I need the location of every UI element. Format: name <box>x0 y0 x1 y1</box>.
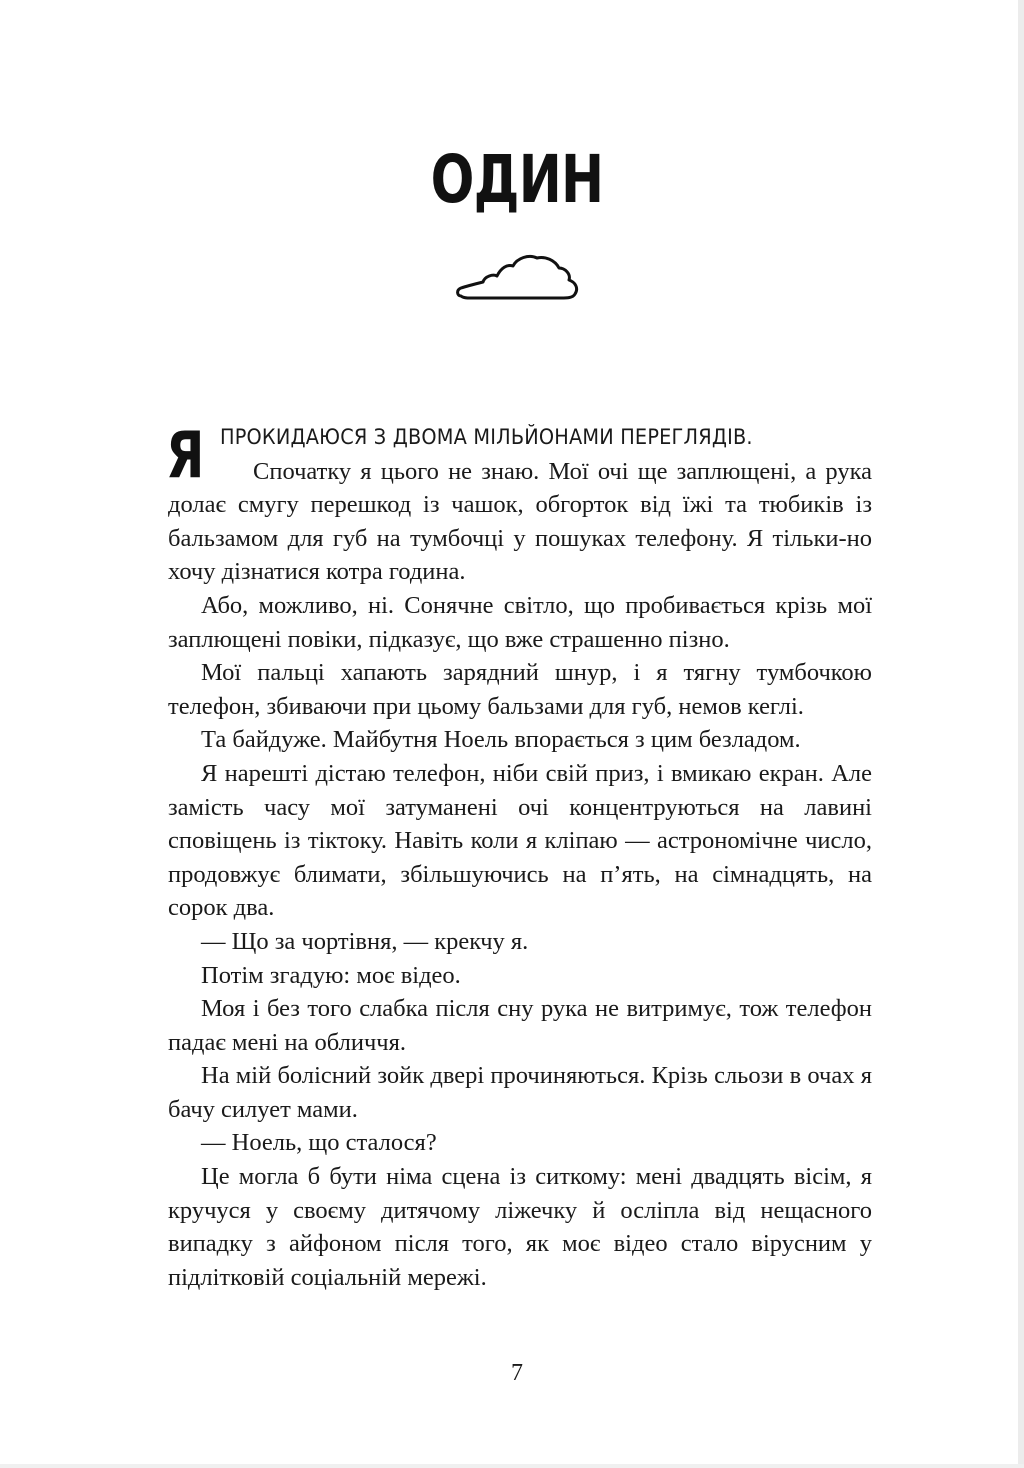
paragraph-7: Моя і без того слабка після сну рука не витримує, тож телефон падає мені на обличчя. <box>168 995 872 1056</box>
chapter-title: ОДИН <box>430 141 604 218</box>
paragraph-4: Та байдуже. Майбутня Ноель впорається з цим безладом. <box>201 726 801 754</box>
lead-in-caps: ПРОКИДАЮСЯ З ДВОМА МІЛЬЙОНАМИ ПЕРЕГЛЯДІВ. <box>220 425 753 449</box>
paragraph-8: На мій болісний зойк двері прочиняються. Крізь сльози в очах я бачу силует мами. <box>168 1062 872 1123</box>
dialogue-line-1: — Що за чортівня, — крекчу я. <box>201 927 529 955</box>
paragraph-6: Потім згадую: моє відео. <box>201 961 461 989</box>
dialogue-line-2: — Ноель, що сталося? <box>201 1129 437 1157</box>
page-number: 7 <box>511 1360 523 1386</box>
opening-paragraph <box>168 420 872 589</box>
paragraph-9: Це могла б бути німа сцена із ситкому: мені двадцять вісім, я кручуся у своєму дитячому ліжечку й осліпла від нещасного випадку з айфоном після того, як моє відео стало вірусним у підлітковій соціальній мережі. <box>168 1163 872 1291</box>
page-edge-bottom <box>0 1464 1024 1468</box>
paragraph-5: Я нарешті дістаю телефон, ніби свій приз, і вмикаю екран. Але замість часу мої затуманені очі концентруються на лавині сповіщень із тіктоку. Навіть коли я кліпаю — астрономічне число, продовжує блимати, збільшуючись на п’ять, на сімнадцять, на сорок два. <box>168 759 872 922</box>
chapter-text <box>168 420 872 1294</box>
paragraph-1: Спочатку я цього не знаю. Мої очі ще заплющені, а рука долає смугу перешкод із чашок, обгорток від їжі та тюбиків із бальзамом для губ на тумбочці у пошуках телефону. Я тільки-но хочу дізнатися котра година. <box>168 457 872 586</box>
page-edge <box>1018 0 1024 1468</box>
paragraph-2: Або, можливо, ні. Сонячне світло, що пробивається крізь мої заплющені повіки, підказує, що вже страшенно пізно. <box>168 591 872 653</box>
cloud-icon <box>455 252 581 304</box>
drop-cap: Я <box>166 419 205 493</box>
paragraph-3: Мої пальці хапають зарядний шнур, і я тягну тумбочкою телефон, збиваючи при цьому бальзами для губ, немов кеглі. <box>168 659 872 720</box>
